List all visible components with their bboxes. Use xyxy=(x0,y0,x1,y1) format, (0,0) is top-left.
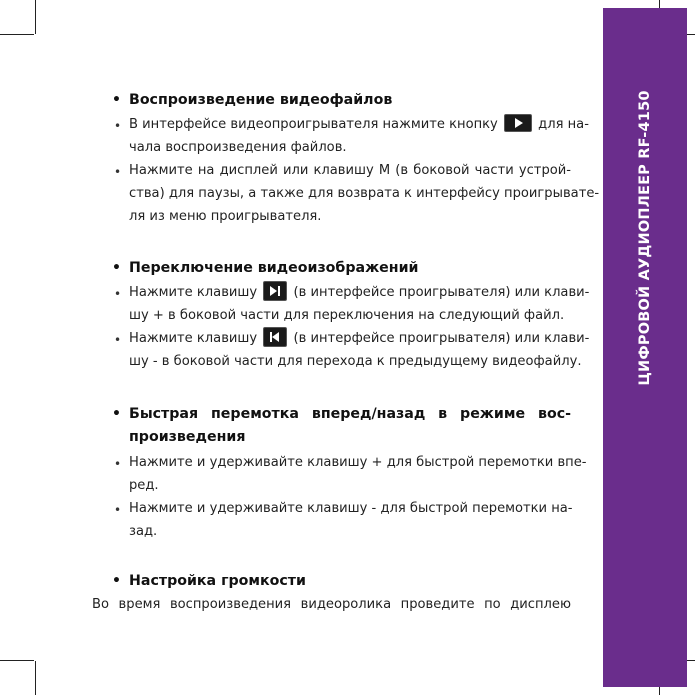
paragraph-line: шу + в боковой части для переключения на следующий файл. xyxy=(129,308,565,323)
paragraph-line: зад. xyxy=(129,524,158,539)
sub-bullet: • xyxy=(114,457,122,471)
bullet: • xyxy=(112,406,121,422)
sub-bullet: • xyxy=(114,165,122,179)
paragraph-line: ля из меню проигрывателя. xyxy=(129,209,322,224)
paragraph-line: Нажмите клавишу (в интерфейсе проигрывателя) или клави- xyxy=(129,282,571,304)
paragraph-line: ред. xyxy=(129,478,159,493)
play-icon xyxy=(504,114,532,132)
sub-bullet: • xyxy=(114,287,122,301)
paragraph-line: шу - в боковой части для перехода к предыдущему видеофайлу. xyxy=(129,354,582,369)
paragraph-line: Во время воспроизведения видеоролика проведите по дисплею xyxy=(92,597,571,612)
sub-bullet: • xyxy=(114,503,122,517)
sidebar-title: ЦИФРОВОЙ АУДИОПЛЕЕР RF-4150 xyxy=(637,90,653,386)
section-heading: Настройка громкости xyxy=(129,573,306,589)
section-heading: Воспроизведение видеофайлов xyxy=(129,92,393,108)
bullet: • xyxy=(112,573,121,589)
paragraph-line: В интерфейсе видеопроигрывателя нажмите кнопку для на- xyxy=(129,114,571,136)
paragraph-line: ства) для паузы, а также для возврата к интерфейсу проигрывате- xyxy=(129,186,600,201)
paragraph-line: Нажмите клавишу (в интерфейсе проигрывателя) или клави- xyxy=(129,328,571,350)
bullet: • xyxy=(112,260,121,276)
section-heading: произведения xyxy=(129,429,246,445)
paragraph-line: Нажмите и удерживайте клавишу - для быстрой перемотки на- xyxy=(129,501,573,516)
previous-track-icon xyxy=(263,327,287,347)
section-heading: Быстрая перемотка вперед/назад в режиме вос- xyxy=(129,406,571,422)
next-track-icon xyxy=(263,281,287,301)
paragraph-line: Нажмите на дисплей или клавишу M (в боковой части устрой- xyxy=(129,163,571,178)
section-heading: Переключение видеоизображений xyxy=(129,260,419,276)
bullet: • xyxy=(112,92,121,108)
sub-bullet: • xyxy=(114,333,122,347)
sub-bullet: • xyxy=(114,119,122,133)
paragraph-line: Нажмите и удерживайте клавишу + для быстрой перемотки впе- xyxy=(129,455,587,470)
paragraph-line: чала воспроизведения файлов. xyxy=(129,140,347,155)
